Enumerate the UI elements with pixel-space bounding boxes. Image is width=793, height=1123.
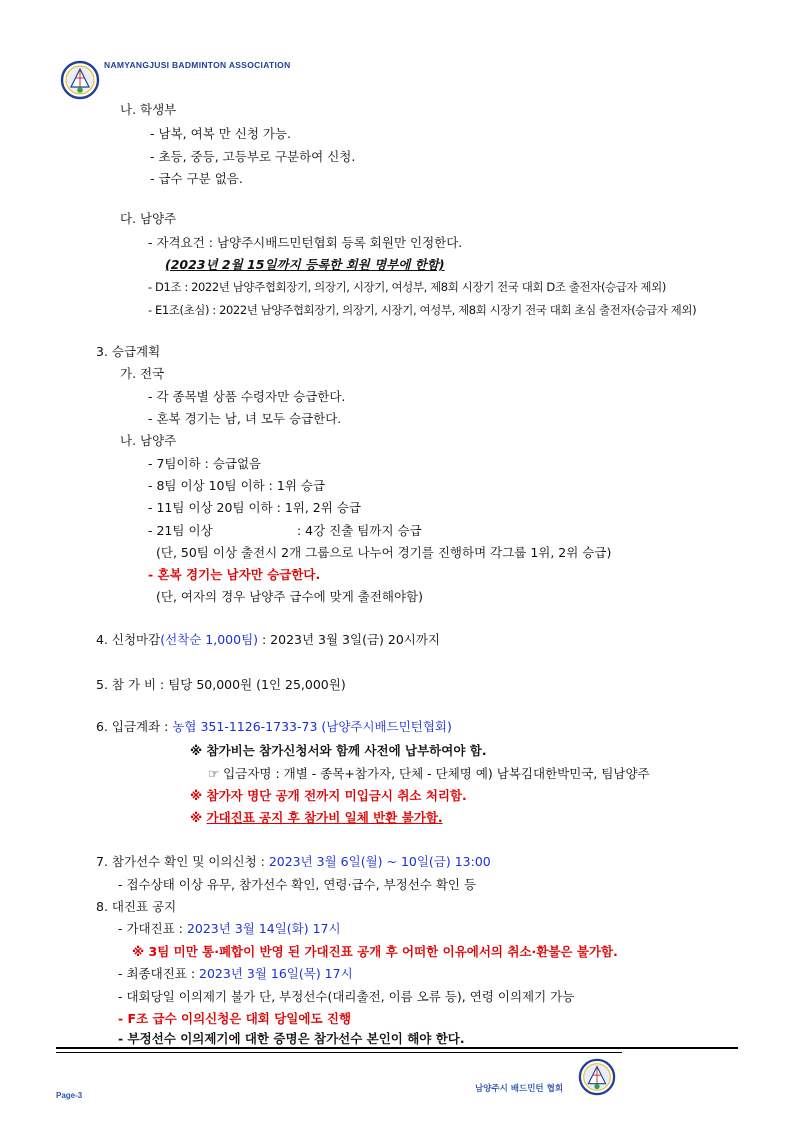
list-item: - 11팀 이상 20팀 이하 : 1위, 2위 승급 xyxy=(148,500,361,515)
bank-account-number: 농협 351-1126-1733-73 (남양주시배드민턴협회) xyxy=(172,719,452,734)
deadline-limit: (선착순 1,000팀) xyxy=(160,632,259,647)
page-number: Page-3 xyxy=(56,1091,83,1100)
badminton-logo-icon xyxy=(578,1058,616,1096)
list-item: - 21팀 이상 xyxy=(148,523,213,538)
bank-account-line xyxy=(96,719,452,735)
namyangju-label: 나. 남양주 xyxy=(120,433,177,448)
d1-group-text: - D1조 : 2022년 남양주협회장기, 의장기, 시장기, 여성부, 제8회 시장기 전국 대회 D조 출전자(승급자 제외) xyxy=(148,280,666,294)
refund-note xyxy=(190,810,443,826)
list-item: - 각 종목별 상품 수령자만 승급한다. xyxy=(148,389,346,404)
section-title-promotion: 3. 승급계획 xyxy=(96,344,161,359)
player-check-date: 2023년 3월 6일(월) ~ 10일(금) 13:00 xyxy=(268,854,491,869)
association-name: NAMYANGJUSI BADMINTON ASSOCIATION xyxy=(104,60,291,70)
badminton-logo-icon xyxy=(60,60,100,100)
list-item: - 초등, 중등, 고등부로 구분하여 신청. xyxy=(150,149,356,164)
e1-group-text: - E1조(초심) : 2022년 남양주협회장기, 의장기, 시장기, 여성부, 제8회 시장기 전국 대회 초심 출전자(승급자 제외) xyxy=(148,303,697,317)
deadline-label: 4. 신청마감 xyxy=(96,632,161,647)
women-note: (단, 여자의 경우 남양주 급수에 맞게 출전해야함) xyxy=(156,589,423,604)
cancel-note: ※ 참가자 명단 공개 전까지 미입금시 취소 처리함. xyxy=(190,788,467,803)
objection-note: - 대회당일 이의제기 불가 단, 부정선수(대리출전, 이름 오류 등), 연령 이의제기 가능 xyxy=(118,989,575,1004)
footer-rule-thin xyxy=(56,1052,622,1053)
proof-note: - 부정선수 이의제기에 대한 증명은 참가선수 본인이 해야 한다. xyxy=(118,1031,465,1046)
entry-fee-line: 5. 참 가 비 : 팀당 50,000원 (1인 25,000원) xyxy=(96,677,346,692)
f-group-note: - F조 급수 이의신청은 대회 당일에도 진행 xyxy=(118,1011,352,1026)
namyangju-division-label: 다. 남양주 xyxy=(120,211,177,226)
list-item: - 남복, 여복 만 신청 가능. xyxy=(150,126,291,141)
player-check-label: 7. 참가선수 확인 및 이의신청 : xyxy=(96,854,269,869)
final-bracket-label: - 최종대진표 : xyxy=(118,966,200,981)
refund-note-mark: ※ xyxy=(190,810,207,825)
footer-association-name: 남양주시 배드민턴 협회 xyxy=(475,1084,564,1094)
provisional-bracket-date: 2023년 3월 14일(화) 17시 xyxy=(186,921,341,936)
footer-rule-thick xyxy=(56,1047,738,1049)
list-item: - 혼복 경기는 남, 녀 모두 승급한다. xyxy=(148,411,342,426)
provisional-bracket-note: ※ 3팀 미만 통·폐합이 반영 된 가대진표 공개 후 어떠한 이유에서의 취소·환불은 불가함. xyxy=(132,944,618,959)
player-check-line xyxy=(96,854,491,870)
payment-note: ※ 참가비는 참가신청서와 함께 사전에 납부하여야 함. xyxy=(190,743,487,758)
group-note: (단, 50팀 이상 출전시 2개 그룹으로 나누어 경기를 진행하며 각그룹 1위, 2위 승급) xyxy=(156,545,612,560)
mixed-doubles-note: - 혼복 경기는 남자만 승급한다. xyxy=(148,567,321,582)
final-bracket-line xyxy=(118,966,353,982)
provisional-bracket-label: - 가대진표 : xyxy=(118,921,187,936)
section-title-bracket: 8. 대진표 공지 xyxy=(96,899,177,914)
bank-account-label: 6. 입금계좌 : xyxy=(96,719,173,734)
deadline-date: : 2023년 3월 3일(금) 20시까지 xyxy=(258,632,440,647)
list-item: - 8팀 이상 10팀 이하 : 1위 승급 xyxy=(148,478,326,493)
student-division-label: 나. 학생부 xyxy=(120,102,177,117)
national-label: 가. 전국 xyxy=(120,366,165,381)
player-check-detail: - 접수상태 이상 유무, 참가선수 확인, 연령·급수, 부정선수 확인 등 xyxy=(118,877,477,892)
deadline-line xyxy=(96,632,440,648)
list-item: - 7팀이하 : 승급없음 xyxy=(148,456,262,471)
refund-note-text: 가대진표 공지 후 참가비 일체 반환 불가함. xyxy=(206,810,443,825)
footer-logo xyxy=(578,1058,616,1096)
qualification-text: - 자격요건 : 남양주시배드민턴협회 등록 회원만 인정한다. xyxy=(148,235,463,250)
provisional-bracket-line xyxy=(118,921,341,937)
depositor-note: ☞ 입금자명 : 개별 - 종목+참가자, 단체 - 단체명 예) 남복김대한박민국, 팀남양주 xyxy=(208,766,650,781)
list-item-detail: : 4강 진출 팀까지 승급 xyxy=(297,523,422,538)
list-item: - 급수 구분 없음. xyxy=(150,171,243,186)
final-bracket-date: 2023년 3월 16일(목) 17시 xyxy=(199,966,353,981)
header-logo xyxy=(60,60,100,100)
registration-note: (2023년 2월 15일까지 등록한 회원 명부에 한함) xyxy=(165,257,445,272)
